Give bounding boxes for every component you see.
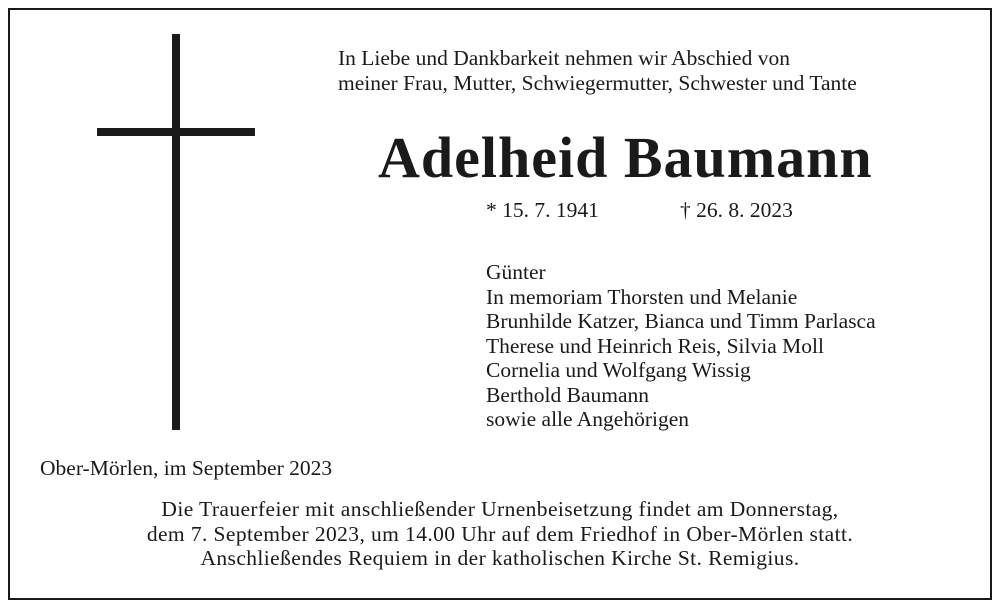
mourner-line: In memoriam Thorsten und Melanie <box>486 284 798 309</box>
ceremony-line: Die Trauerfeier mit anschließender Urnenbeisetzung findet am Donnerstag, <box>161 497 839 521</box>
mourner-line: Günter <box>486 260 546 284</box>
intro-line: meiner Frau, Mutter, Schwiegermutter, Schwester und Tante <box>338 71 857 95</box>
mourner-line: sowie alle Angehörigen <box>486 407 690 431</box>
cross-vertical-beam <box>172 34 180 430</box>
mourner-line: Therese und Heinrich Reis, Silvia Moll <box>486 333 824 358</box>
ceremony-notice <box>40 497 960 571</box>
intro-text <box>338 46 857 96</box>
deceased-name: Adelheid Baumann <box>378 125 873 190</box>
place-and-date: Ober-Mörlen, im September 2023 <box>40 456 333 480</box>
mourner-line: Berthold Baumann <box>486 382 650 407</box>
mourners-list <box>486 260 876 432</box>
birth-date: * 15. 7. 1941 <box>486 198 599 222</box>
mourner-line: Cornelia und Wolfgang Wissig <box>486 358 751 382</box>
ceremony-line: Anschließendes Requiem in der katholischen Kirche St. Remigius. <box>200 546 800 570</box>
intro-line: In Liebe und Dankbarkeit nehmen wir Abschied von <box>338 46 790 70</box>
death-date: † 26. 8. 2023 <box>680 198 793 222</box>
cross-horizontal-beam <box>97 128 255 136</box>
mourner-line: Brunhilde Katzer, Bianca und Timm Parlasca <box>486 309 876 333</box>
ceremony-line: dem 7. September 2023, um 14.00 Uhr auf dem Friedhof in Ober-Mörlen statt. <box>146 521 854 546</box>
